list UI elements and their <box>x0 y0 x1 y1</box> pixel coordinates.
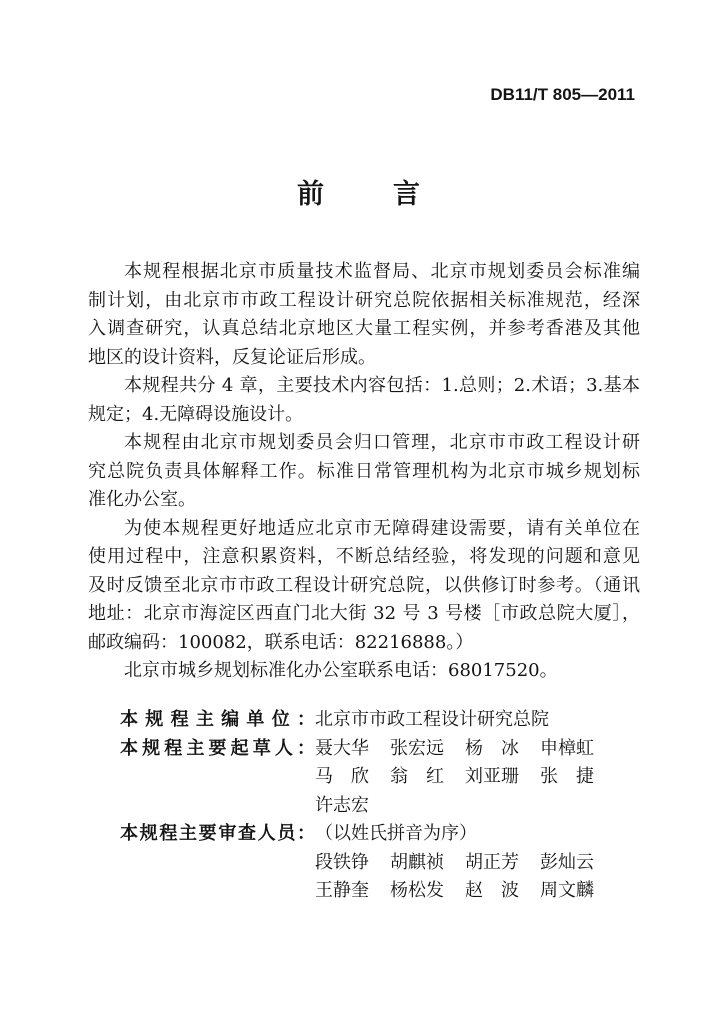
preface-line: 准化办公室。 <box>88 489 196 510</box>
reviewer-name: 周文麟 <box>540 880 594 901</box>
drafter-name: 杨 冰 <box>465 737 519 759</box>
chief-unit-row <box>120 706 620 735</box>
reviewer-name: 胡正芳 <box>465 851 519 873</box>
preface-line: 本规程由北京市规划委员会归口管理，北京市市政工程设计研 <box>124 432 640 453</box>
drafter-name: 申樟虹 <box>540 737 594 759</box>
standard-code: DB11/T 805—2011 <box>490 85 635 104</box>
credits-block <box>120 706 620 906</box>
reviewer-name: 段铁铮 <box>315 851 369 873</box>
drafters-label: 本规程主要起草人： <box>120 737 315 759</box>
preface-line: 制计划，由北京市市政工程设计研究总院依据相关标准规范，经深 <box>88 289 640 311</box>
preface-line: 为使本规程更好地适应北京市无障碍建设需要，请有关单位在 <box>124 517 640 539</box>
preface-line: 及时反馈至北京市市政工程设计研究总院，以供修订时参考。（通讯 <box>88 574 640 596</box>
reviewers-row <box>120 877 620 906</box>
reviewers-note: （以姓氏拼音为序） <box>315 823 477 844</box>
reviewers-row <box>120 820 620 849</box>
drafters-row <box>120 792 620 821</box>
drafter-name: 张 捷 <box>540 766 594 787</box>
chief-unit-value: 北京市市政工程设计研究总院 <box>315 709 549 730</box>
reviewers-row <box>120 849 620 878</box>
preface-line: 地区的设计资料，反复论证后形成。 <box>88 346 376 368</box>
reviewer-name: 彭灿云 <box>540 851 594 873</box>
preface-line: 北京市城乡规划标准化办公室联系电话：68017520。 <box>124 660 558 681</box>
drafter-name: 张宏远 <box>390 737 444 759</box>
drafter-name: 许志宏 <box>315 794 369 816</box>
drafter-name: 刘亚珊 <box>465 766 519 787</box>
preface-line: 地址：北京市海淀区西直门北大街 32 号 3 号楼［市政总院大厦］， <box>88 603 640 624</box>
reviewer-name: 胡麒祯 <box>390 851 444 873</box>
drafter-name: 马 欣 <box>315 766 369 787</box>
drafters-row <box>120 763 620 792</box>
preface-line: 邮政编码：100082，联系电话：82216888。） <box>88 631 474 653</box>
preface-line: 本规程根据北京市质量技术监督局、北京市规划委员会标准编 <box>124 261 640 282</box>
drafters-row <box>120 735 620 764</box>
preface-line: 本规程共分 4 章，主要技术内容包括：1.总则；2.术语；3.基本 <box>124 375 640 396</box>
reviewer-name: 杨松发 <box>390 880 444 901</box>
reviewer-name: 王静奎 <box>315 880 369 901</box>
page-title: 前言 <box>297 179 489 210</box>
preface-line: 究总院负责具体解释工作。标准日常管理机构为北京市城乡规划标 <box>88 460 640 482</box>
preface-line: 规定；4.无障碍设施设计。 <box>88 403 304 425</box>
preface-body <box>88 258 640 686</box>
preface-line: 入调查研究，认真总结北京地区大量工程实例，并参考香港及其他 <box>88 318 640 339</box>
drafter-name: 翁 红 <box>390 766 444 787</box>
preface-line: 使用过程中，注意积累资料，不断总结经验，将发现的问题和意见 <box>88 546 640 567</box>
drafter-name: 聂大华 <box>315 737 369 759</box>
reviewers-label: 本规程主要审查人员： <box>120 823 315 844</box>
chief-unit-label: 本规程主编单位： <box>120 709 315 730</box>
reviewer-name: 赵 波 <box>465 880 519 901</box>
